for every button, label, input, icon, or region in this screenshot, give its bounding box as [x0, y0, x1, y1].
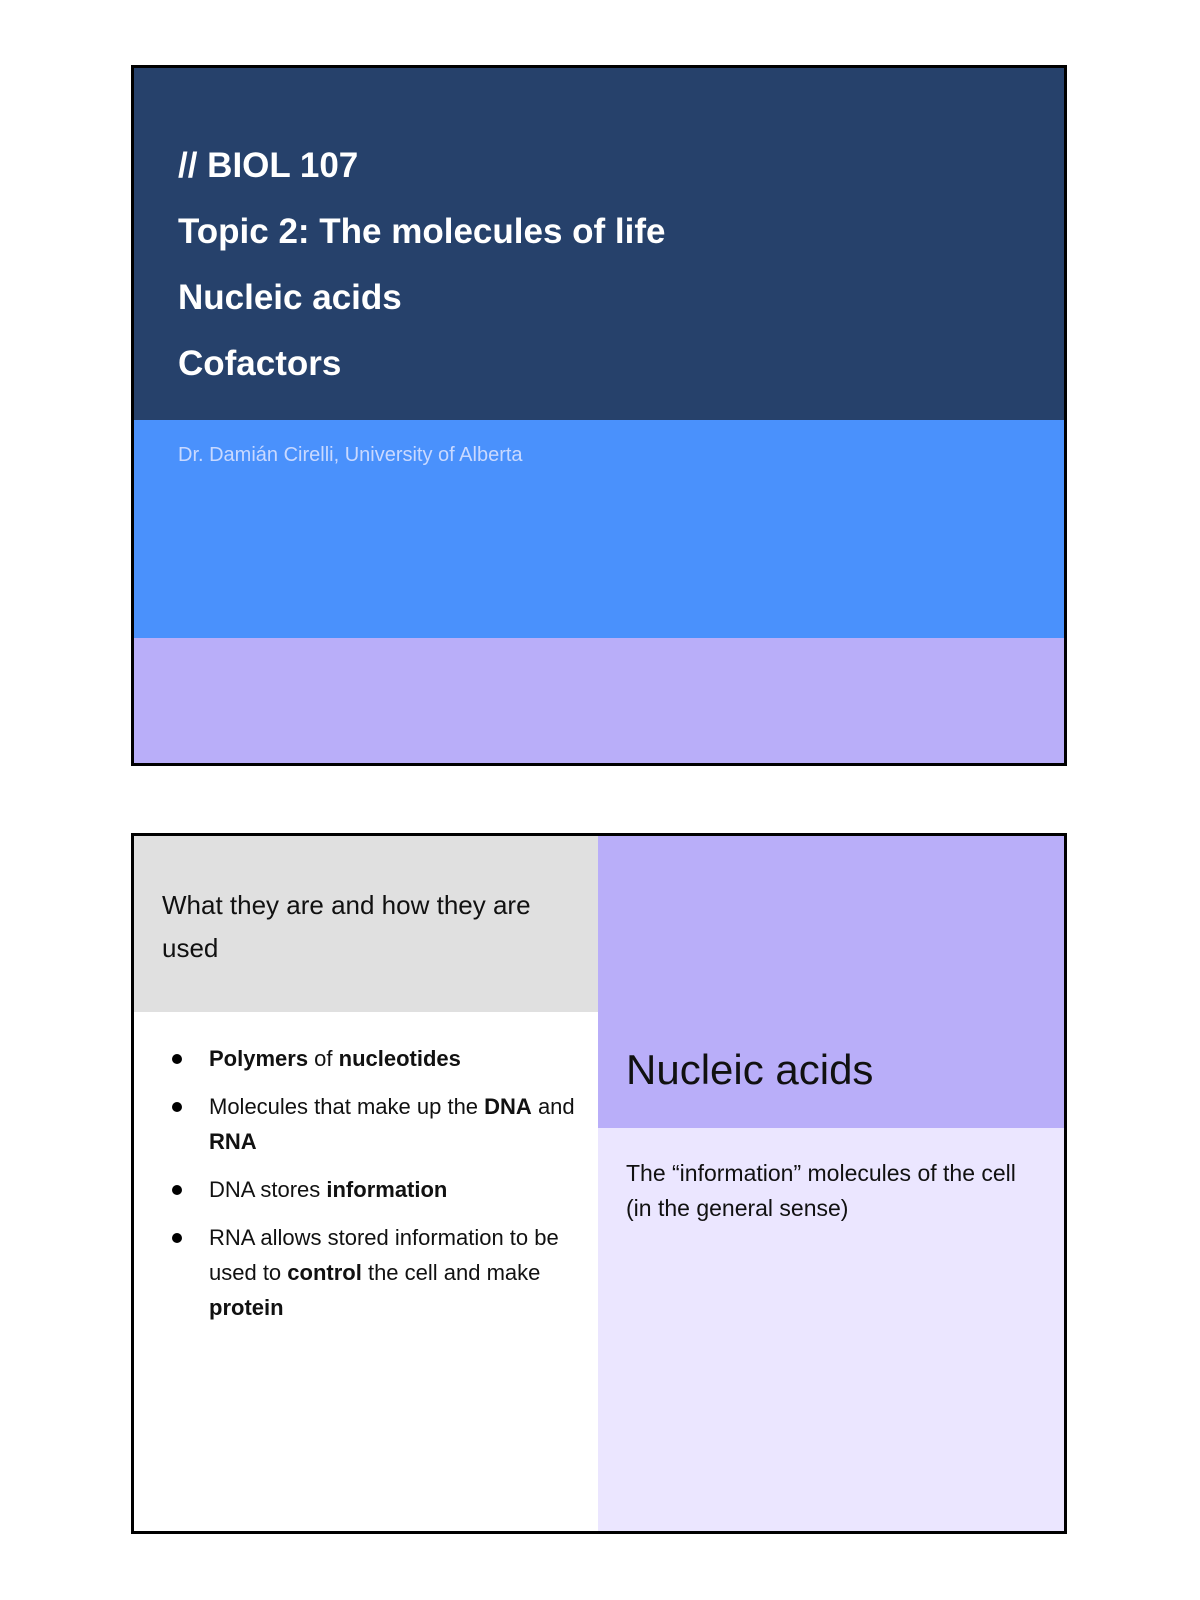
bullet-text: and: [531, 1094, 575, 1119]
bullet-item: [134, 1089, 598, 1159]
bullet-dot-icon: [172, 1054, 182, 1064]
section-description: The “information” molecules of the cell (in the general sense): [626, 1160, 1016, 1221]
section-title-panel: [598, 836, 1067, 1128]
subtopic-cofactors: Cofactors: [178, 344, 342, 383]
bullet-emphasis: DNA: [484, 1094, 532, 1119]
bullet-emphasis: protein: [209, 1295, 284, 1320]
bullet-item: [134, 1172, 598, 1207]
title-band: [134, 68, 1064, 420]
heading-panel: [134, 836, 598, 1012]
bullet-text: Molecules that make up the: [209, 1094, 485, 1119]
bullet-dot-icon: [172, 1233, 182, 1243]
slide-heading: What they are and how they are used: [162, 890, 531, 963]
footer-band: [134, 638, 1064, 766]
course-code: // BIOL 107: [178, 146, 359, 185]
bullet-list: [134, 1041, 598, 1338]
bullet-emphasis: Polymers: [209, 1046, 309, 1071]
bullet-text: RNA allows stored information to be used to: [209, 1225, 559, 1285]
bullet-text: the cell and make: [361, 1260, 541, 1285]
bullet-emphasis: information: [326, 1177, 448, 1202]
bullet-emphasis: RNA: [209, 1129, 257, 1154]
bullet-item: [134, 1041, 598, 1076]
bullet-emphasis: nucleotides: [338, 1046, 461, 1071]
bullet-emphasis: control: [287, 1260, 362, 1285]
subtopic-nucleic-acids: Nucleic acids: [178, 278, 402, 317]
nucleic-acids-slide: [131, 833, 1067, 1534]
bullet-dot-icon: [172, 1185, 182, 1195]
title-slide: [131, 65, 1067, 766]
bullet-dot-icon: [172, 1102, 182, 1112]
description-panel: [598, 1128, 1067, 1534]
topic-title: Topic 2: The molecules of life: [178, 212, 666, 251]
bullet-text: DNA stores: [209, 1177, 327, 1202]
bullet-text: of: [308, 1046, 339, 1071]
bullet-item: [134, 1220, 598, 1325]
section-title: Nucleic acids: [626, 1046, 874, 1093]
author-line: Dr. Damián Cirelli, University of Alberta: [178, 444, 523, 466]
